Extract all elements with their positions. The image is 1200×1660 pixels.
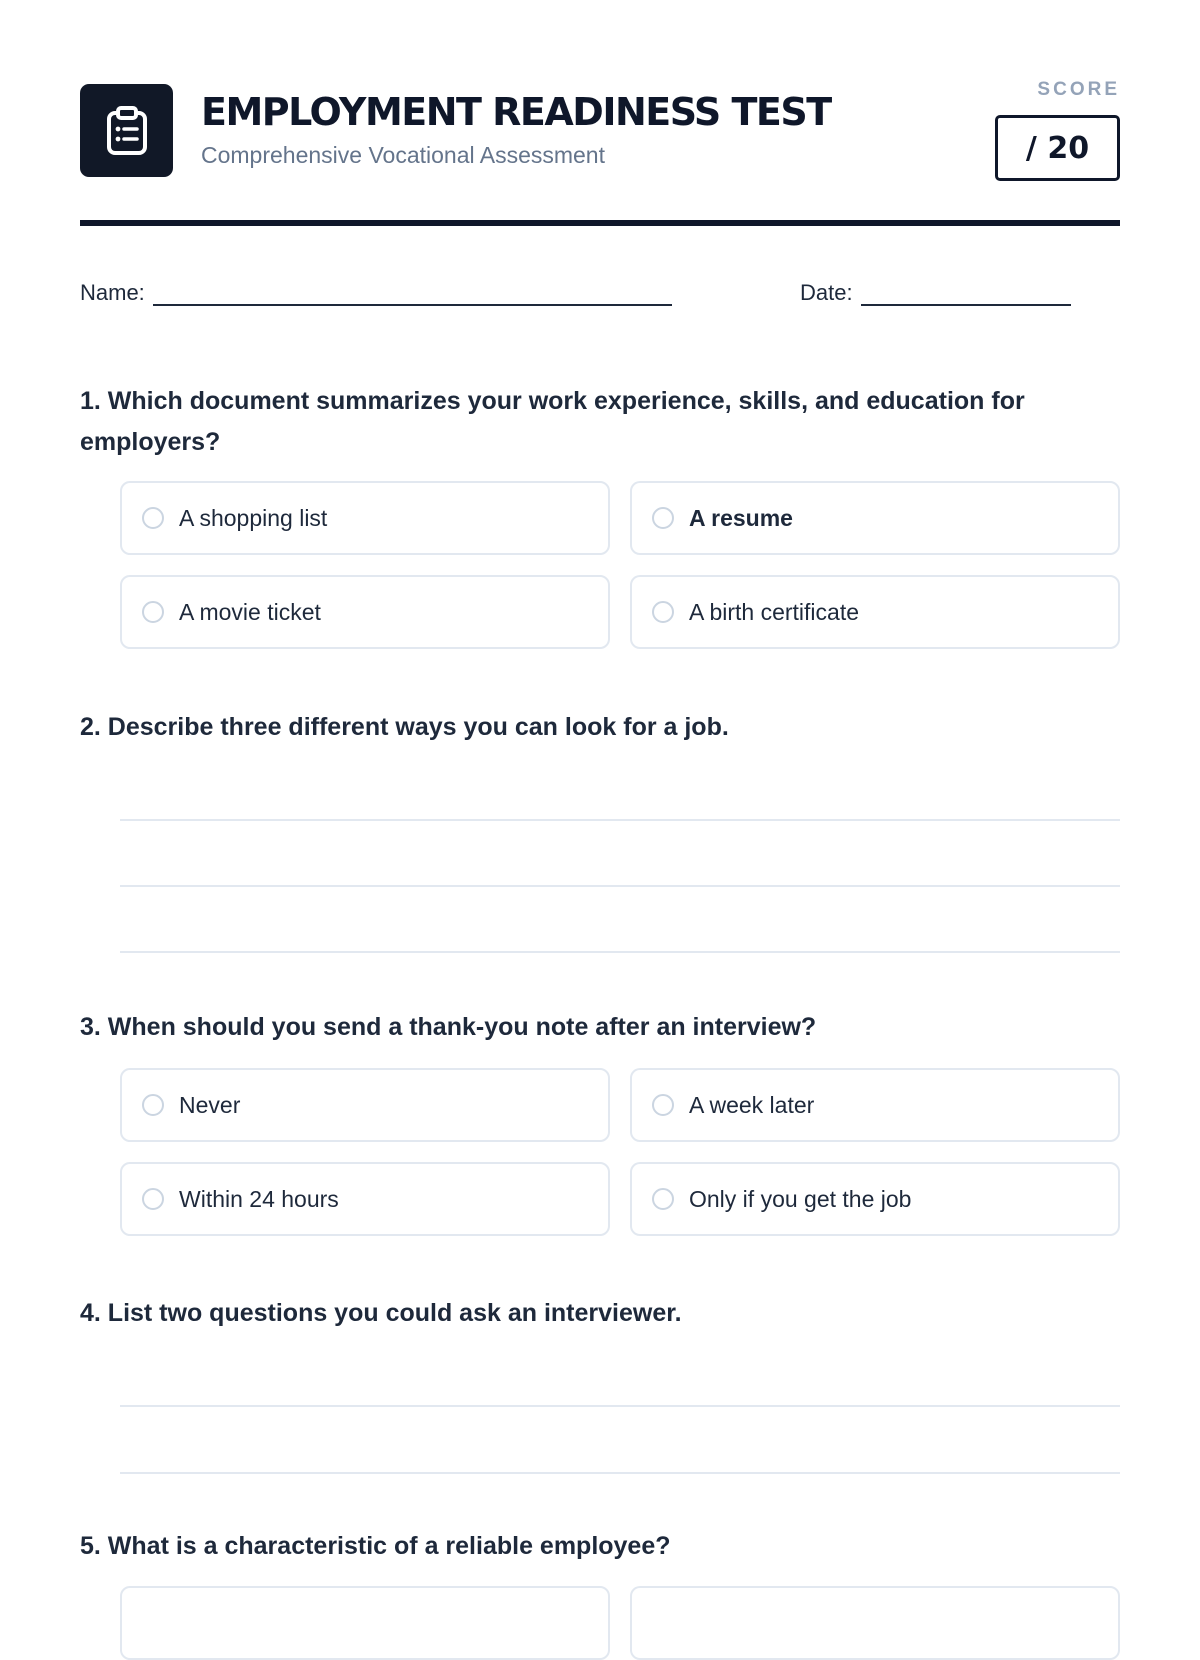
option[interactable] bbox=[630, 481, 1120, 555]
option[interactable] bbox=[630, 1586, 1120, 1660]
option-label: A birth certificate bbox=[689, 598, 860, 625]
date-field[interactable] bbox=[800, 280, 1071, 306]
option[interactable] bbox=[120, 1162, 610, 1236]
question-1-options bbox=[120, 481, 1120, 649]
option-label: A movie ticket bbox=[179, 598, 321, 625]
answer-line[interactable] bbox=[120, 1405, 1120, 1407]
date-label: Date: bbox=[800, 280, 853, 305]
option[interactable] bbox=[120, 1586, 610, 1660]
question-4: 4. List two questions you could ask an interviewer. bbox=[80, 1299, 682, 1327]
radio-circle-icon[interactable] bbox=[652, 1094, 674, 1116]
question-5-options bbox=[120, 1586, 1120, 1660]
radio-circle-icon[interactable] bbox=[652, 1188, 674, 1210]
score-box[interactable]: / 20 bbox=[995, 115, 1120, 181]
radio-circle-icon[interactable] bbox=[652, 507, 674, 529]
question-5: 5. What is a characteristic of a reliable employee? bbox=[80, 1532, 671, 1560]
radio-circle-icon[interactable] bbox=[142, 601, 164, 623]
name-input-line[interactable] bbox=[153, 284, 672, 306]
answer-line[interactable] bbox=[120, 819, 1120, 821]
answer-line[interactable] bbox=[120, 1472, 1120, 1474]
option[interactable] bbox=[120, 1068, 610, 1142]
option[interactable] bbox=[630, 1068, 1120, 1142]
option[interactable] bbox=[120, 481, 610, 555]
worksheet-header bbox=[80, 79, 1120, 224]
clipboard-icon bbox=[80, 84, 173, 177]
answer-line[interactable] bbox=[120, 885, 1120, 887]
option[interactable] bbox=[120, 575, 610, 649]
question-3: 3. When should you send a thank-you note after an interview? bbox=[80, 1013, 817, 1041]
question-3-options bbox=[120, 1068, 1120, 1236]
header-divider bbox=[80, 220, 1120, 226]
radio-circle-icon[interactable] bbox=[142, 1188, 164, 1210]
name-label: Name: bbox=[80, 280, 145, 305]
option-label: A shopping list bbox=[179, 504, 328, 531]
page-subtitle: Comprehensive Vocational Assessment bbox=[201, 142, 605, 168]
option[interactable] bbox=[630, 1162, 1120, 1236]
name-field[interactable] bbox=[80, 280, 672, 306]
option-label: Within 24 hours bbox=[179, 1185, 339, 1212]
date-input-line[interactable] bbox=[861, 284, 1071, 306]
option[interactable] bbox=[630, 575, 1120, 649]
radio-circle-icon[interactable] bbox=[142, 1094, 164, 1116]
option-label: Never bbox=[179, 1091, 241, 1118]
option-label: Only if you get the job bbox=[689, 1185, 912, 1212]
option-label: A week later bbox=[689, 1091, 815, 1118]
radio-circle-icon[interactable] bbox=[652, 601, 674, 623]
page-title: EMPLOYMENT READINESS TEST bbox=[201, 90, 831, 134]
option-label: A resume bbox=[689, 504, 793, 531]
answer-line[interactable] bbox=[120, 951, 1120, 953]
score-label: SCORE bbox=[1037, 79, 1120, 100]
question-1: 1. Which document summarizes your work experience, skills, and education for employers? bbox=[80, 387, 1025, 456]
radio-circle-icon[interactable] bbox=[142, 507, 164, 529]
question-2: 2. Describe three different ways you can look for a job. bbox=[80, 713, 729, 741]
